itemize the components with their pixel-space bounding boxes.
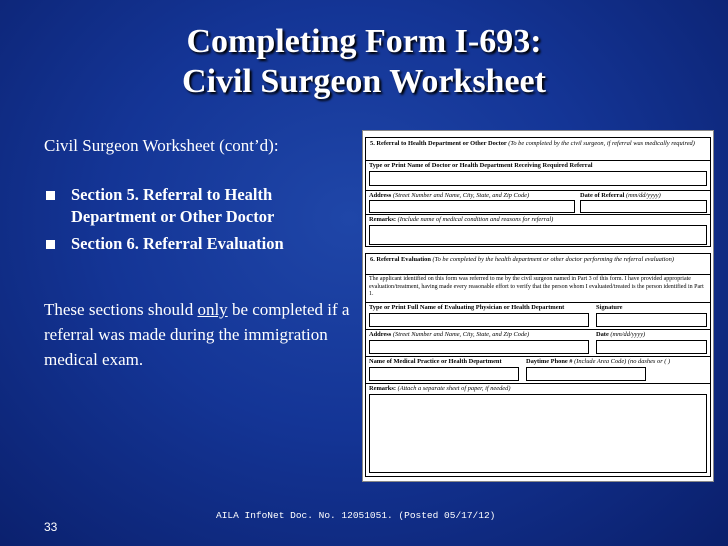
- s6-address-row: [366, 329, 710, 356]
- s6-statement-text: The applicant identified on this form was referred to me by the civil surgeon named in Part 3 of this form. I have provided appropriate evaluation/treatment, having made every reasonable effort to verify that the person whom I evaluated/treated is the person identified in Part 1.: [369, 276, 704, 297]
- s5-date-label: Date of Referral (mm/dd/yyyy): [580, 192, 661, 199]
- s6-remarks-field: [369, 394, 707, 473]
- s6-practice-label: Name of Medical Practice or Health Department: [369, 358, 502, 365]
- s6-date-field: [596, 340, 707, 354]
- s5-address-row: [366, 190, 710, 214]
- s6-phone-label: Daytime Phone # (Include Area Code) (no dashes or ( ): [526, 358, 671, 365]
- s6-address-label: Address (Street Number and Name, City, State, and Zip Code): [369, 331, 530, 338]
- s5-remarks-field: [369, 225, 707, 245]
- s6-date-label: Date (mm/dd/yyyy): [596, 331, 646, 338]
- bullet-square-icon: [46, 191, 55, 200]
- form-section-6: [365, 253, 711, 477]
- s5-remarks-label: Remarks: (Include name of medical condition and reasons for referral): [369, 216, 554, 223]
- s6-signature-field: [596, 313, 707, 327]
- s6-name-field: [369, 313, 589, 327]
- slide-title-line-1: Completing Form I-693:: [186, 23, 542, 60]
- paragraph-text-end: be completed if a referral was made during the immigration medical exam.: [44, 300, 350, 369]
- s6-name-label: Type or Print Full Name of Evaluating Physician or Health Department: [369, 304, 565, 311]
- s5-remarks-row: [366, 214, 710, 246]
- paragraph-text-start: These sections should: [44, 300, 198, 319]
- slide-title: [0, 22, 728, 102]
- slide-number: 33: [44, 520, 58, 534]
- s5-date-field: [580, 200, 707, 213]
- bullet-item-section-5: [44, 184, 344, 228]
- bullet-text: Section 6. Referral Evaluation: [71, 234, 284, 253]
- s5-address-label: Address (Street Number and Name, City, State, and Zip Code): [369, 192, 530, 199]
- section-6-heading: 6. Referral Evaluation (To be completed by the health department or other doctor performing the referral evaluation): [370, 256, 674, 263]
- form-section-5: [365, 137, 711, 247]
- bullet-list: [44, 184, 344, 260]
- s6-remarks-label: Remarks: (Attach a separate sheet of paper, if needed): [369, 385, 511, 392]
- s6-statement-row: [366, 274, 710, 302]
- s5-address-field: [369, 200, 575, 213]
- section-5-heading: 5. Referral to Health Department or Other Doctor (To be completed by the civil surgeon, if referral was medically required): [370, 140, 695, 147]
- bullet-item-section-6: [44, 233, 344, 255]
- paragraph-emphasis: only: [197, 300, 228, 319]
- s5-name-field: [369, 171, 707, 186]
- subheading: Civil Surgeon Worksheet (cont’d):: [44, 136, 279, 155]
- s6-practice-field: [369, 367, 519, 381]
- explanation-paragraph: [44, 297, 354, 372]
- s6-address-field: [369, 340, 589, 354]
- source-footer: AILA InfoNet Doc. No. 12051051. (Posted 05/17/12): [216, 510, 496, 521]
- bullet-square-icon: [46, 240, 55, 249]
- s6-signature-label: Signature: [596, 304, 623, 311]
- bullet-text: Section 5. Referral to Health Department or Other Doctor: [71, 185, 275, 226]
- s6-name-row: [366, 302, 710, 329]
- s5-name-label: Type or Print Name of Doctor or Health Department Receiving Required Referral: [369, 162, 593, 169]
- form-excerpt-image: [362, 130, 714, 482]
- s6-remarks-row: [366, 383, 710, 476]
- s5-name-row: [366, 160, 710, 190]
- s6-phone-field: [526, 367, 646, 381]
- s6-practice-row: [366, 356, 710, 383]
- slide-title-line-2: Civil Surgeon Worksheet: [182, 63, 546, 100]
